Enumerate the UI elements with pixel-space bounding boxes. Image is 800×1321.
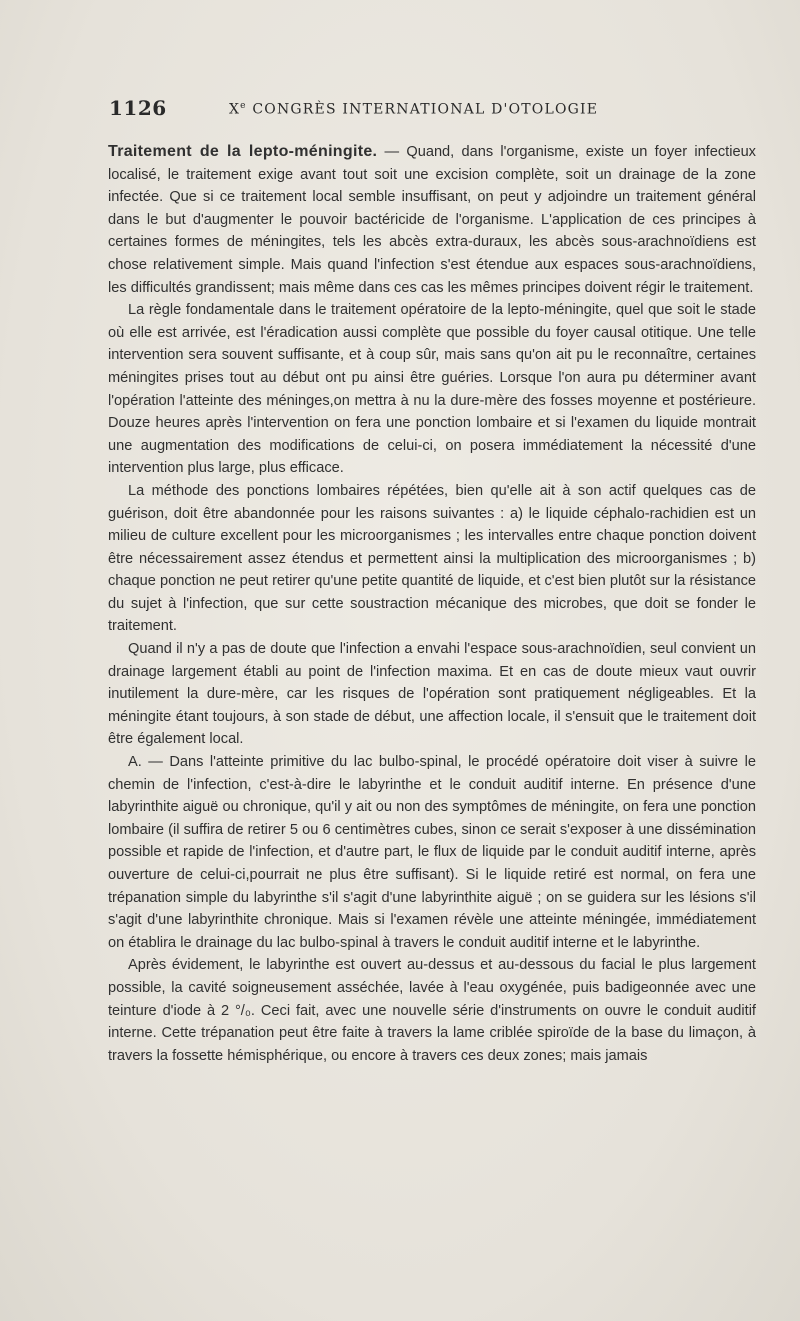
page-header xyxy=(109,96,759,122)
body-text xyxy=(108,141,756,1067)
page-number: 1126 xyxy=(109,96,167,120)
paragraph-intro xyxy=(108,141,756,299)
paragraph: A. — Dans l'atteinte primitive du lac bulbo-spinal, le procédé opératoire doit viser à suivre le chemin de l'infection, c'est-à-dire le labyrinthe et le conduit auditif interne. En présence d'une labyrinthite aiguë ou chronique, qu'il y ait ou non des symptômes de méningite, on fera une ponction lombaire (il suffira de retirer 5 ou 6 centimètres cubes, sinon ce serait s'exposer à une dissémination possible et rapide de l'infection, et d'autre part, le flux de liquide par le conduit auditif interne, après ouverture de celui-ci,pourrait ne plus être suffisant). Si le liquide retiré est normal, on fera une trépanation simple du labyrinthe s'il s'agit d'une labyrinthite aiguë ; on se guidera sur les lésions s'il s'agit d'une labyrinthite chronique. Mais si l'examen révèle une atteinte méningée, immédiatement on établira le drainage du lac bulbo-spinal à travers le conduit auditif interne et le labyrinthe. xyxy=(108,754,756,951)
congress-numeral: X xyxy=(229,101,241,118)
paragraph: Après évidement, le labyrinthe est ouvert au-dessus et au-dessous du facial le plus largement possible, la cavité soigneusement asséchée, lavée à l'eau oxygénée, puis badigeonnée avec une teinture d'iode à 2 °/₀. Ceci fait, avec une nouvelle série d'instruments on ouvre le conduit auditif interne. Cette trépanation peut être faite à travers la lame criblée spiroïde de la base du limaçon, à travers la fossette hémisphérique, ou encore à travers ces deux zones; mais jamais xyxy=(108,957,756,1064)
numeral-superscript: e xyxy=(240,101,247,111)
section-title: Traitement de la lepto-méningite. xyxy=(108,143,378,160)
paragraph: La règle fondamentale dans le traitement opératoire de la lepto-méningite, quel que soit le stade où elle est arrivée, est l'éradication aussi complète que possible du foyer causal otitique. Une telle intervention sera souvent suffisante, et à coup sûr, mais sans qu'on ait pu le reconnaître, certaines méningites prises tout au début ont pu ainsi être guéries. Lorsque l'on aura pu déterminer avant l'opération l'atteinte des méninges,on mettra à nu la dure-mère des fosses moyenne et postérieure. Douze heures après l'intervention on fera une ponction lombaire et si l'examen du liquide montrait une augmentation des modifications de celui-ci, on posera immédiatement la nécessité d'une intervention plus large, plus efficace. xyxy=(108,302,756,477)
paragraph: Quand il n'y a pas de doute que l'infection a envahi l'espace sous-arachnoïdien, seul convient un drainage largement établi au point de l'infection maxima. Et en cas de doute mieux vaut ouvrir inutilement la dure-mère, car les risques de l'opération sont pratiquement négligeables. Et la méningite étant toujours, à son stade de début, une affection locale, il s'ensuit que le traitement doit être également local. xyxy=(108,641,756,748)
running-title-text: CONGRÈS INTERNATIONAL D'OTOLOGIE xyxy=(252,101,599,118)
paragraph-text: — Quand, dans l'organisme, existe un foyer infectieux localisé, le traitement exige avant tout soit une excision complète, soit un drainage de la zone infectée. Que si ce traitement local semble insuffisant, on peut y adjoindre un traitement général dans le but d'augmenter le pouvoir bactéricide de l'organisme. L'application de ces principes à certaines formes de méningites, tels les abcès extra-duraux, les abcès sous-arachnoïdiens est chose relativement simple. Mais quand l'infection s'est étendue aux espaces sous-arachnoïdiens, les difficultés grandissent; mais même dans ces cas les mêmes principes doivent régir le traitement. xyxy=(108,144,756,296)
running-title xyxy=(229,101,598,118)
paragraph: La méthode des ponctions lombaires répétées, bien qu'elle ait à son actif quelques cas de guérison, doit être abandonnée pour les raisons suivantes : a) le liquide céphalo-rachidien est un milieu de culture excellent pour les microorganismes ; les intervalles entre chaque ponction doivent être nécessairement assez étendus et permettent ainsi la multiplication des microorganismes ; b) chaque ponction ne peut retirer qu'une petite quantité de liquide, et c'est bien plutôt sur la résistance du sujet à l'infection, que sur cette soustraction mécanique des microbes, que doit se fonder le traitement. xyxy=(108,482,756,635)
